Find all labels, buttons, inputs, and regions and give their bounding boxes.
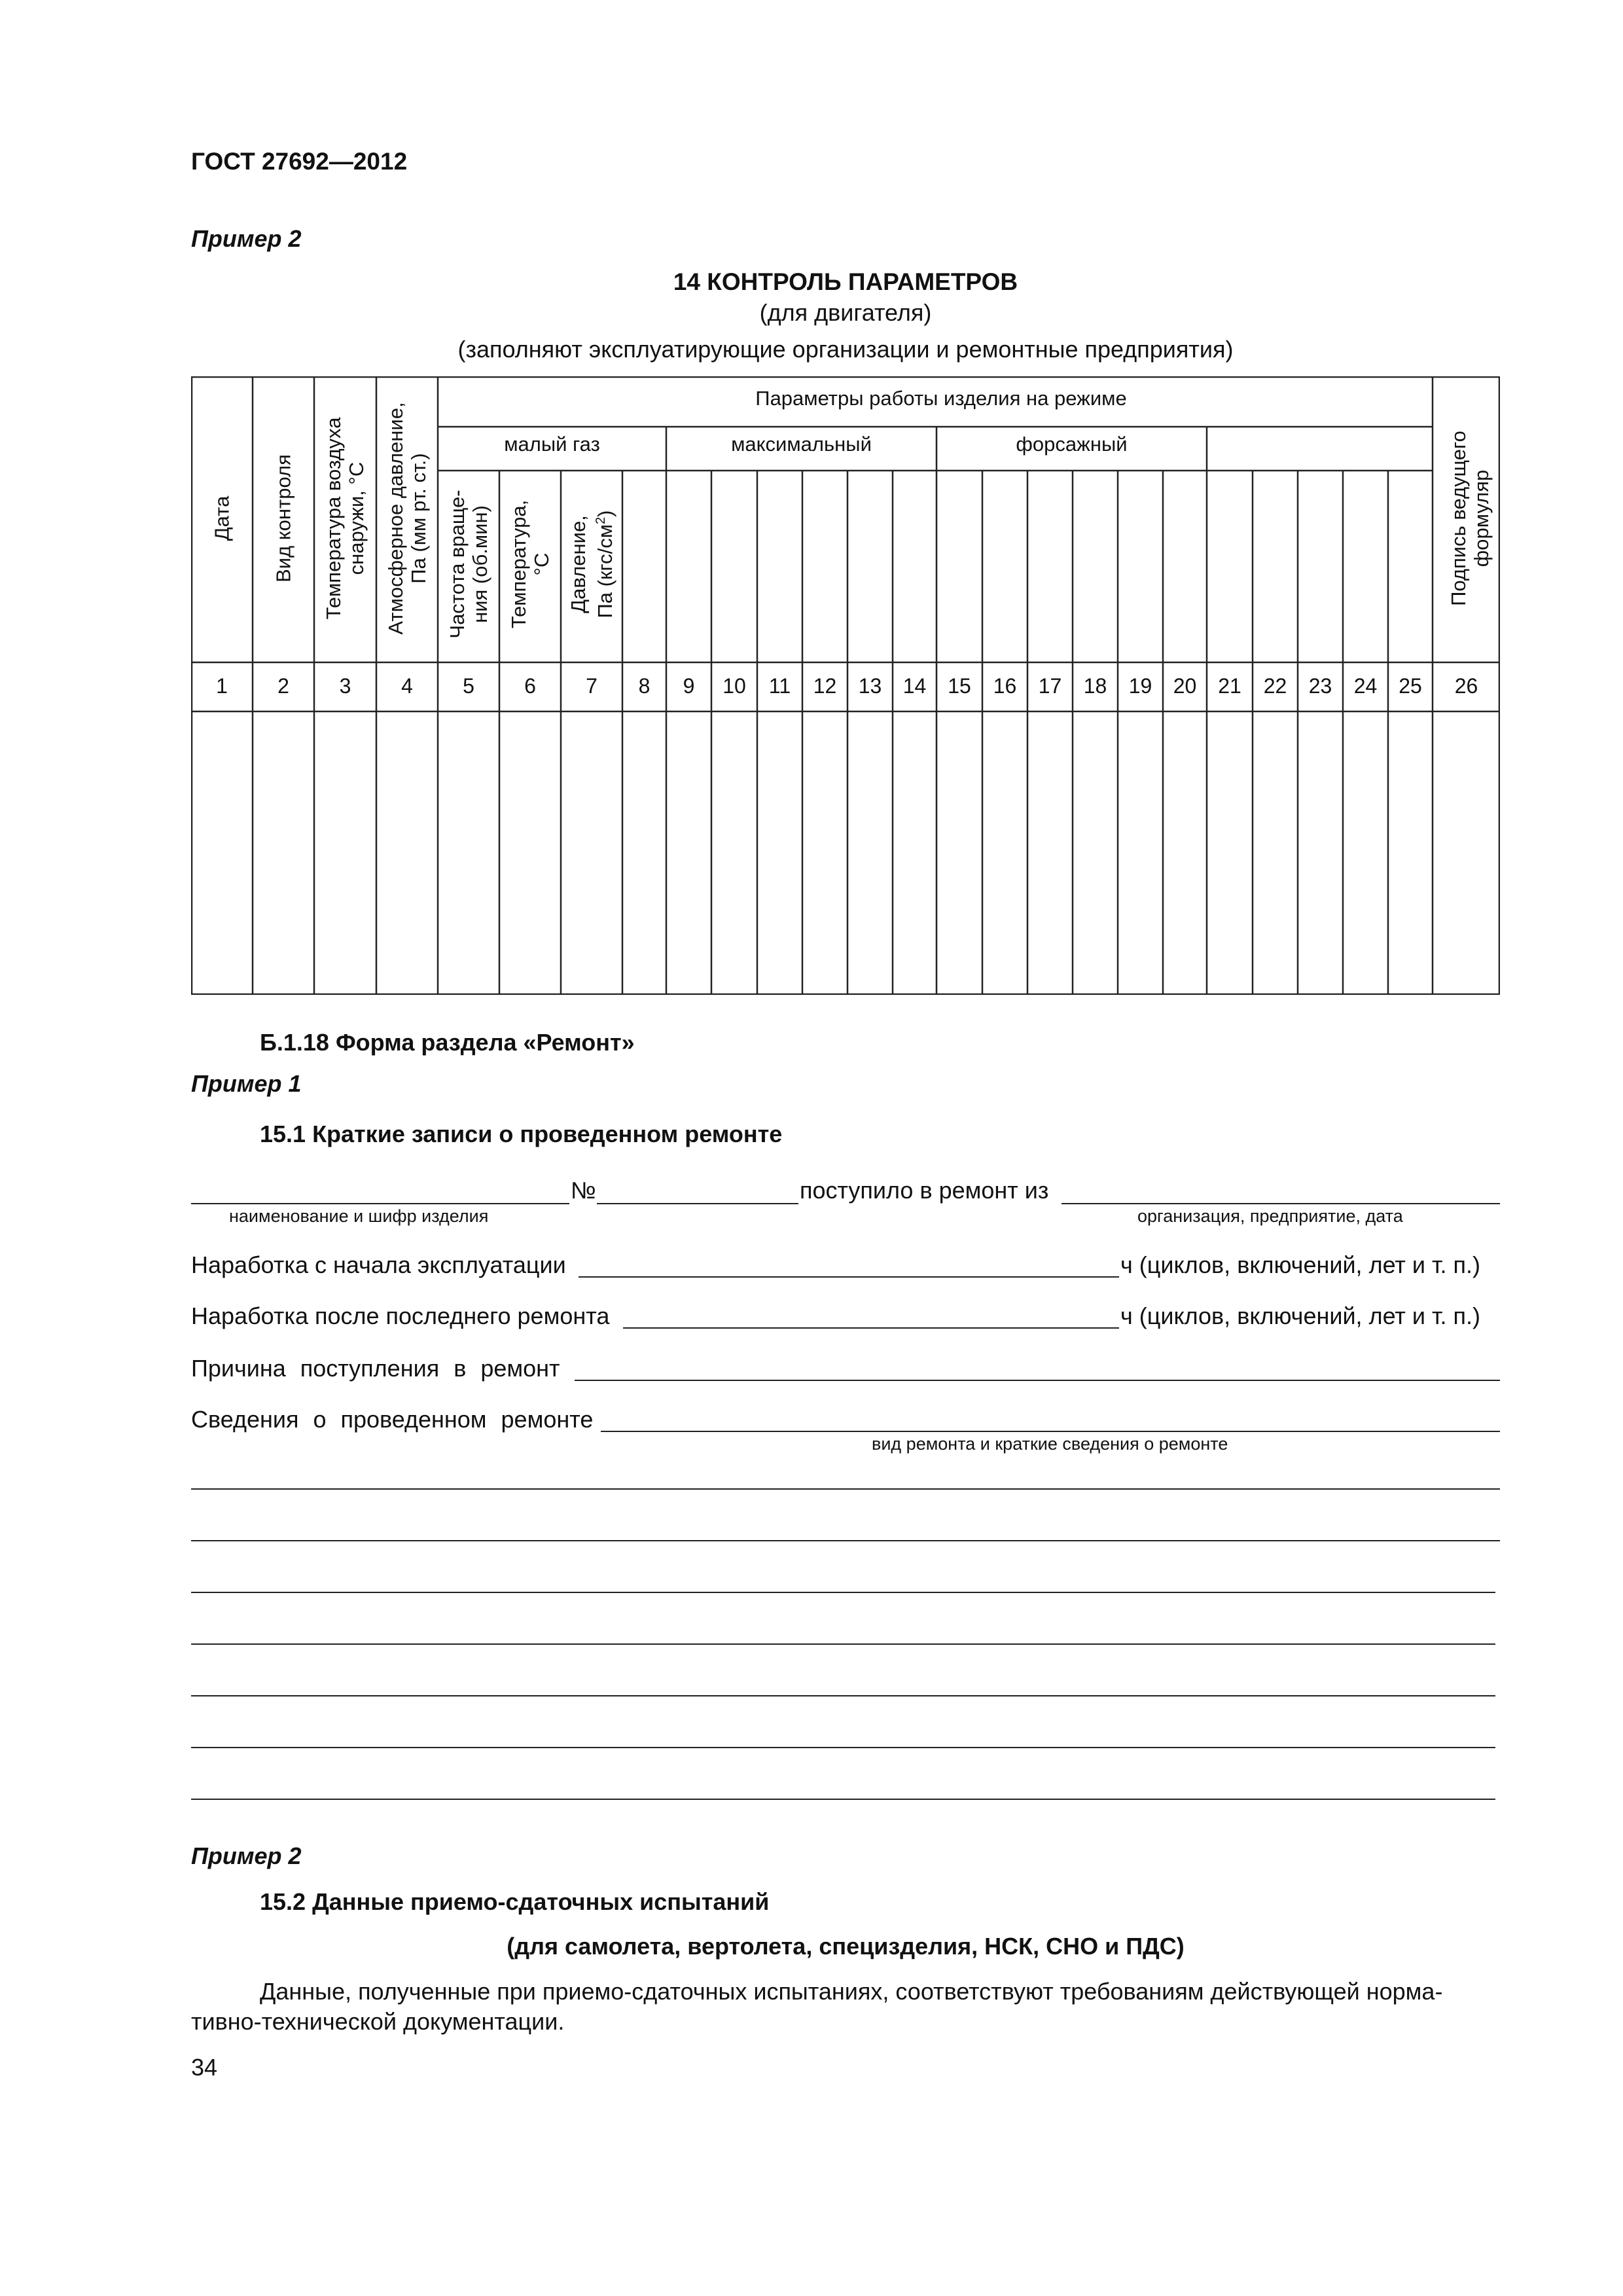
blank-line-6[interactable] <box>191 1747 1495 1748</box>
column-number-6: 6 <box>524 674 536 698</box>
number-line[interactable] <box>597 1203 798 1204</box>
column-number-24: 24 <box>1353 674 1378 698</box>
column-number-17: 17 <box>1038 674 1062 698</box>
blank-line-5[interactable] <box>191 1695 1495 1696</box>
section-15-2-title: 15.2 Данные приемо-сдаточных испытаний <box>260 1888 770 1915</box>
column-number-22: 22 <box>1263 674 1287 698</box>
blank-line-7[interactable] <box>191 1799 1495 1800</box>
column-number-2: 2 <box>277 674 289 698</box>
column-number-8: 8 <box>638 674 651 698</box>
column-number-21: 21 <box>1218 674 1241 698</box>
blank-line-1[interactable] <box>191 1488 1500 1490</box>
reason-label: Причина поступления в ремонт <box>191 1355 560 1382</box>
document-standard: ГОСТ 27692—2012 <box>191 148 408 175</box>
example-label-bottom: Пример 2 <box>191 1842 302 1869</box>
column-number-10: 10 <box>722 674 746 698</box>
column-number-3: 3 <box>339 674 351 698</box>
blank-line-2[interactable] <box>191 1540 1500 1541</box>
section-14-subtitle: (для двигателя) <box>759 299 932 326</box>
runtime-start-suffix: ч (циклов, включений, лет и т. п.) <box>1120 1251 1480 1278</box>
column-number-23: 23 <box>1308 674 1332 698</box>
number-label: № <box>571 1177 596 1204</box>
header-atmospheric-pressure: Атмосферное давление, Па (мм рт. ст.) <box>384 402 430 635</box>
example-label-1: Пример 1 <box>191 1070 302 1097</box>
header-control-kind: Вид контроля <box>272 454 295 583</box>
header-mode-afterburner: форсажный <box>1016 433 1128 456</box>
received-from-label: поступило в ремонт из <box>800 1177 1049 1204</box>
section-14-note: (заполняют эксплуатирующие организации и ремонтные предприятия) <box>457 336 1234 363</box>
column-number-19: 19 <box>1128 674 1152 698</box>
item-name-line[interactable] <box>191 1203 569 1204</box>
blank-line-3[interactable] <box>191 1592 1495 1593</box>
header-air-temperature: Температура воздуха снаружи, °С <box>322 417 368 620</box>
caption-organization: организация, предприятие, дата <box>1137 1206 1403 1226</box>
repair-info-label: Сведения о проведенном ремонте <box>191 1406 594 1433</box>
organization-line[interactable] <box>1061 1203 1500 1204</box>
header-mode-small-gas: малый газ <box>504 433 600 456</box>
header-date: Дата <box>210 495 234 541</box>
column-number-7: 7 <box>586 674 597 698</box>
column-number-15: 15 <box>948 674 971 698</box>
section-15-2-paragraph-line1: Данные, полученные при приемо-сдаточных испытаниях, соответствуют требованиям действующей норма- <box>260 1978 1443 2005</box>
column-number-11: 11 <box>768 674 791 698</box>
column-number-16: 16 <box>993 674 1017 698</box>
header-pressure: Давление, Па $(кгс/см^2)$ <box>566 510 617 619</box>
column-number-1: 1 <box>216 674 228 698</box>
column-number-25: 25 <box>1399 674 1422 698</box>
blank-line-4[interactable] <box>191 1643 1495 1645</box>
column-number-26: 26 <box>1454 674 1478 698</box>
section-15-2-subtitle: (для самолета, вертолета, специзделия, НСК, СНО и ПДС) <box>507 1933 1185 1960</box>
parameters-table <box>191 376 1500 995</box>
column-number-20: 20 <box>1173 674 1197 698</box>
runtime-last-label: Наработка после последнего ремонта <box>191 1302 610 1329</box>
section-15-2-paragraph-line2: тивно-технической документации. <box>191 2008 565 2035</box>
header-rotation-frequency: Частота враще- ния (об.мин) <box>446 490 491 639</box>
page-number: 34 <box>191 2054 218 2081</box>
column-number-12: 12 <box>813 674 837 698</box>
section-15-1-title: 15.1 Краткие записи о проведенном ремонте <box>260 1121 783 1147</box>
column-number-14: 14 <box>902 674 927 698</box>
runtime-start-label: Наработка с начала эксплуатации <box>191 1251 566 1278</box>
header-params-group: Параметры работы изделия на режиме <box>755 387 1127 410</box>
caption-repair-info: вид ремонта и краткие сведения о ремонте <box>872 1434 1228 1454</box>
column-number-18: 18 <box>1083 674 1107 698</box>
reason-line[interactable] <box>575 1380 1500 1381</box>
header-temperature: Температура, °С <box>507 499 553 629</box>
header-signature: Подпись ведущего формуляр <box>1447 431 1493 606</box>
runtime-start-line[interactable] <box>579 1276 1119 1278</box>
column-number-5: 5 <box>463 674 474 698</box>
column-number-13: 13 <box>858 674 882 698</box>
header-mode-maximum: максимальный <box>731 433 872 456</box>
section-b118-title: Б.1.18 Форма раздела «Ремонт» <box>260 1029 635 1056</box>
caption-item-name: наименование и шифр изделия <box>229 1206 489 1226</box>
example-label-top: Пример 2 <box>191 225 302 252</box>
column-number-9: 9 <box>683 674 695 698</box>
column-number-4: 4 <box>401 674 413 698</box>
runtime-last-line[interactable] <box>623 1327 1119 1329</box>
runtime-last-suffix: ч (циклов, включений, лет и т. п.) <box>1120 1302 1480 1329</box>
section-14-title: 14 КОНТРОЛЬ ПАРАМЕТРОВ <box>673 268 1018 295</box>
repair-info-line[interactable] <box>601 1431 1500 1432</box>
